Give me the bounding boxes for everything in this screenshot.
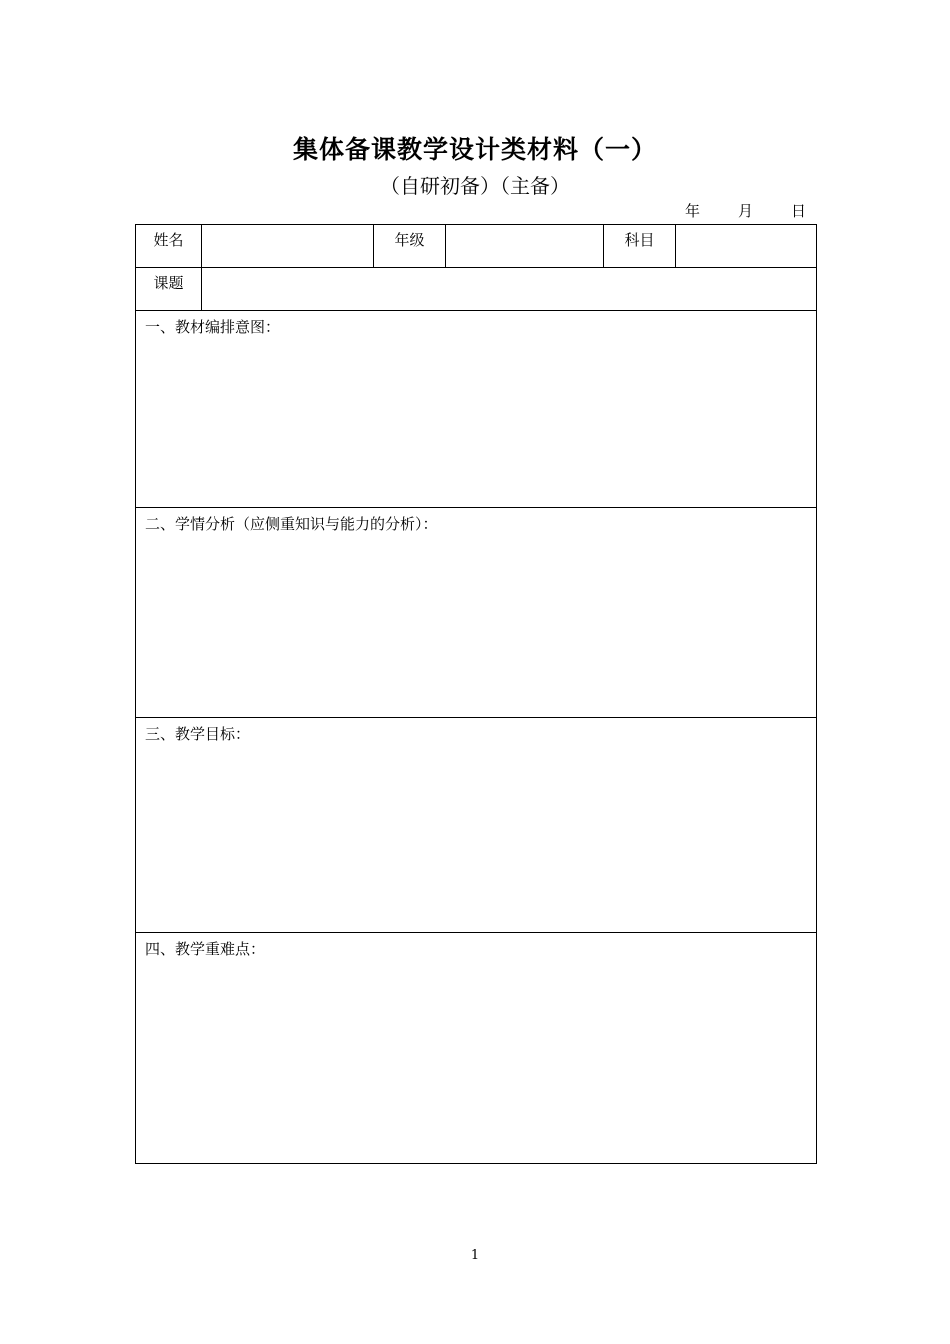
name-field[interactable] bbox=[202, 225, 374, 268]
section-textbook-intent bbox=[136, 311, 817, 508]
section-teaching-objectives bbox=[136, 718, 817, 933]
section-heading: 四、教学重难点： bbox=[145, 940, 266, 958]
subject-label: 科目 bbox=[604, 225, 676, 268]
topic-label: 课题 bbox=[136, 268, 202, 311]
name-label: 姓名 bbox=[136, 225, 202, 268]
lesson-plan-form bbox=[135, 224, 817, 1164]
date-month-label: 月 bbox=[737, 202, 753, 220]
topic-field[interactable] bbox=[202, 268, 817, 311]
section-heading: 二、学情分析（应侧重知识与能力的分析）： bbox=[145, 515, 438, 533]
grade-field[interactable] bbox=[446, 225, 604, 268]
section-teaching-objectives-cell[interactable] bbox=[136, 718, 817, 933]
header-info-row bbox=[136, 225, 817, 268]
document-title: 集体备课教学设计类材料（一） bbox=[292, 135, 657, 164]
section-learner-analysis-cell[interactable] bbox=[136, 508, 817, 718]
date-day-label: 日 bbox=[790, 202, 806, 220]
section-textbook-intent-cell[interactable] bbox=[136, 311, 817, 508]
date-line bbox=[685, 201, 806, 221]
subject-field[interactable] bbox=[676, 225, 817, 268]
section-key-difficulties-cell[interactable] bbox=[136, 933, 817, 1164]
section-heading: 一、教材编排意图： bbox=[145, 318, 281, 336]
date-year-label: 年 bbox=[684, 202, 700, 220]
section-key-difficulties bbox=[136, 933, 817, 1164]
section-heading: 三、教学目标： bbox=[145, 725, 251, 743]
section-learner-analysis bbox=[136, 508, 817, 718]
page-number: 1 bbox=[470, 1248, 480, 1263]
document-subtitle: （自研初备）（主备） bbox=[380, 174, 570, 198]
topic-row bbox=[136, 268, 817, 311]
grade-label: 年级 bbox=[374, 225, 446, 268]
